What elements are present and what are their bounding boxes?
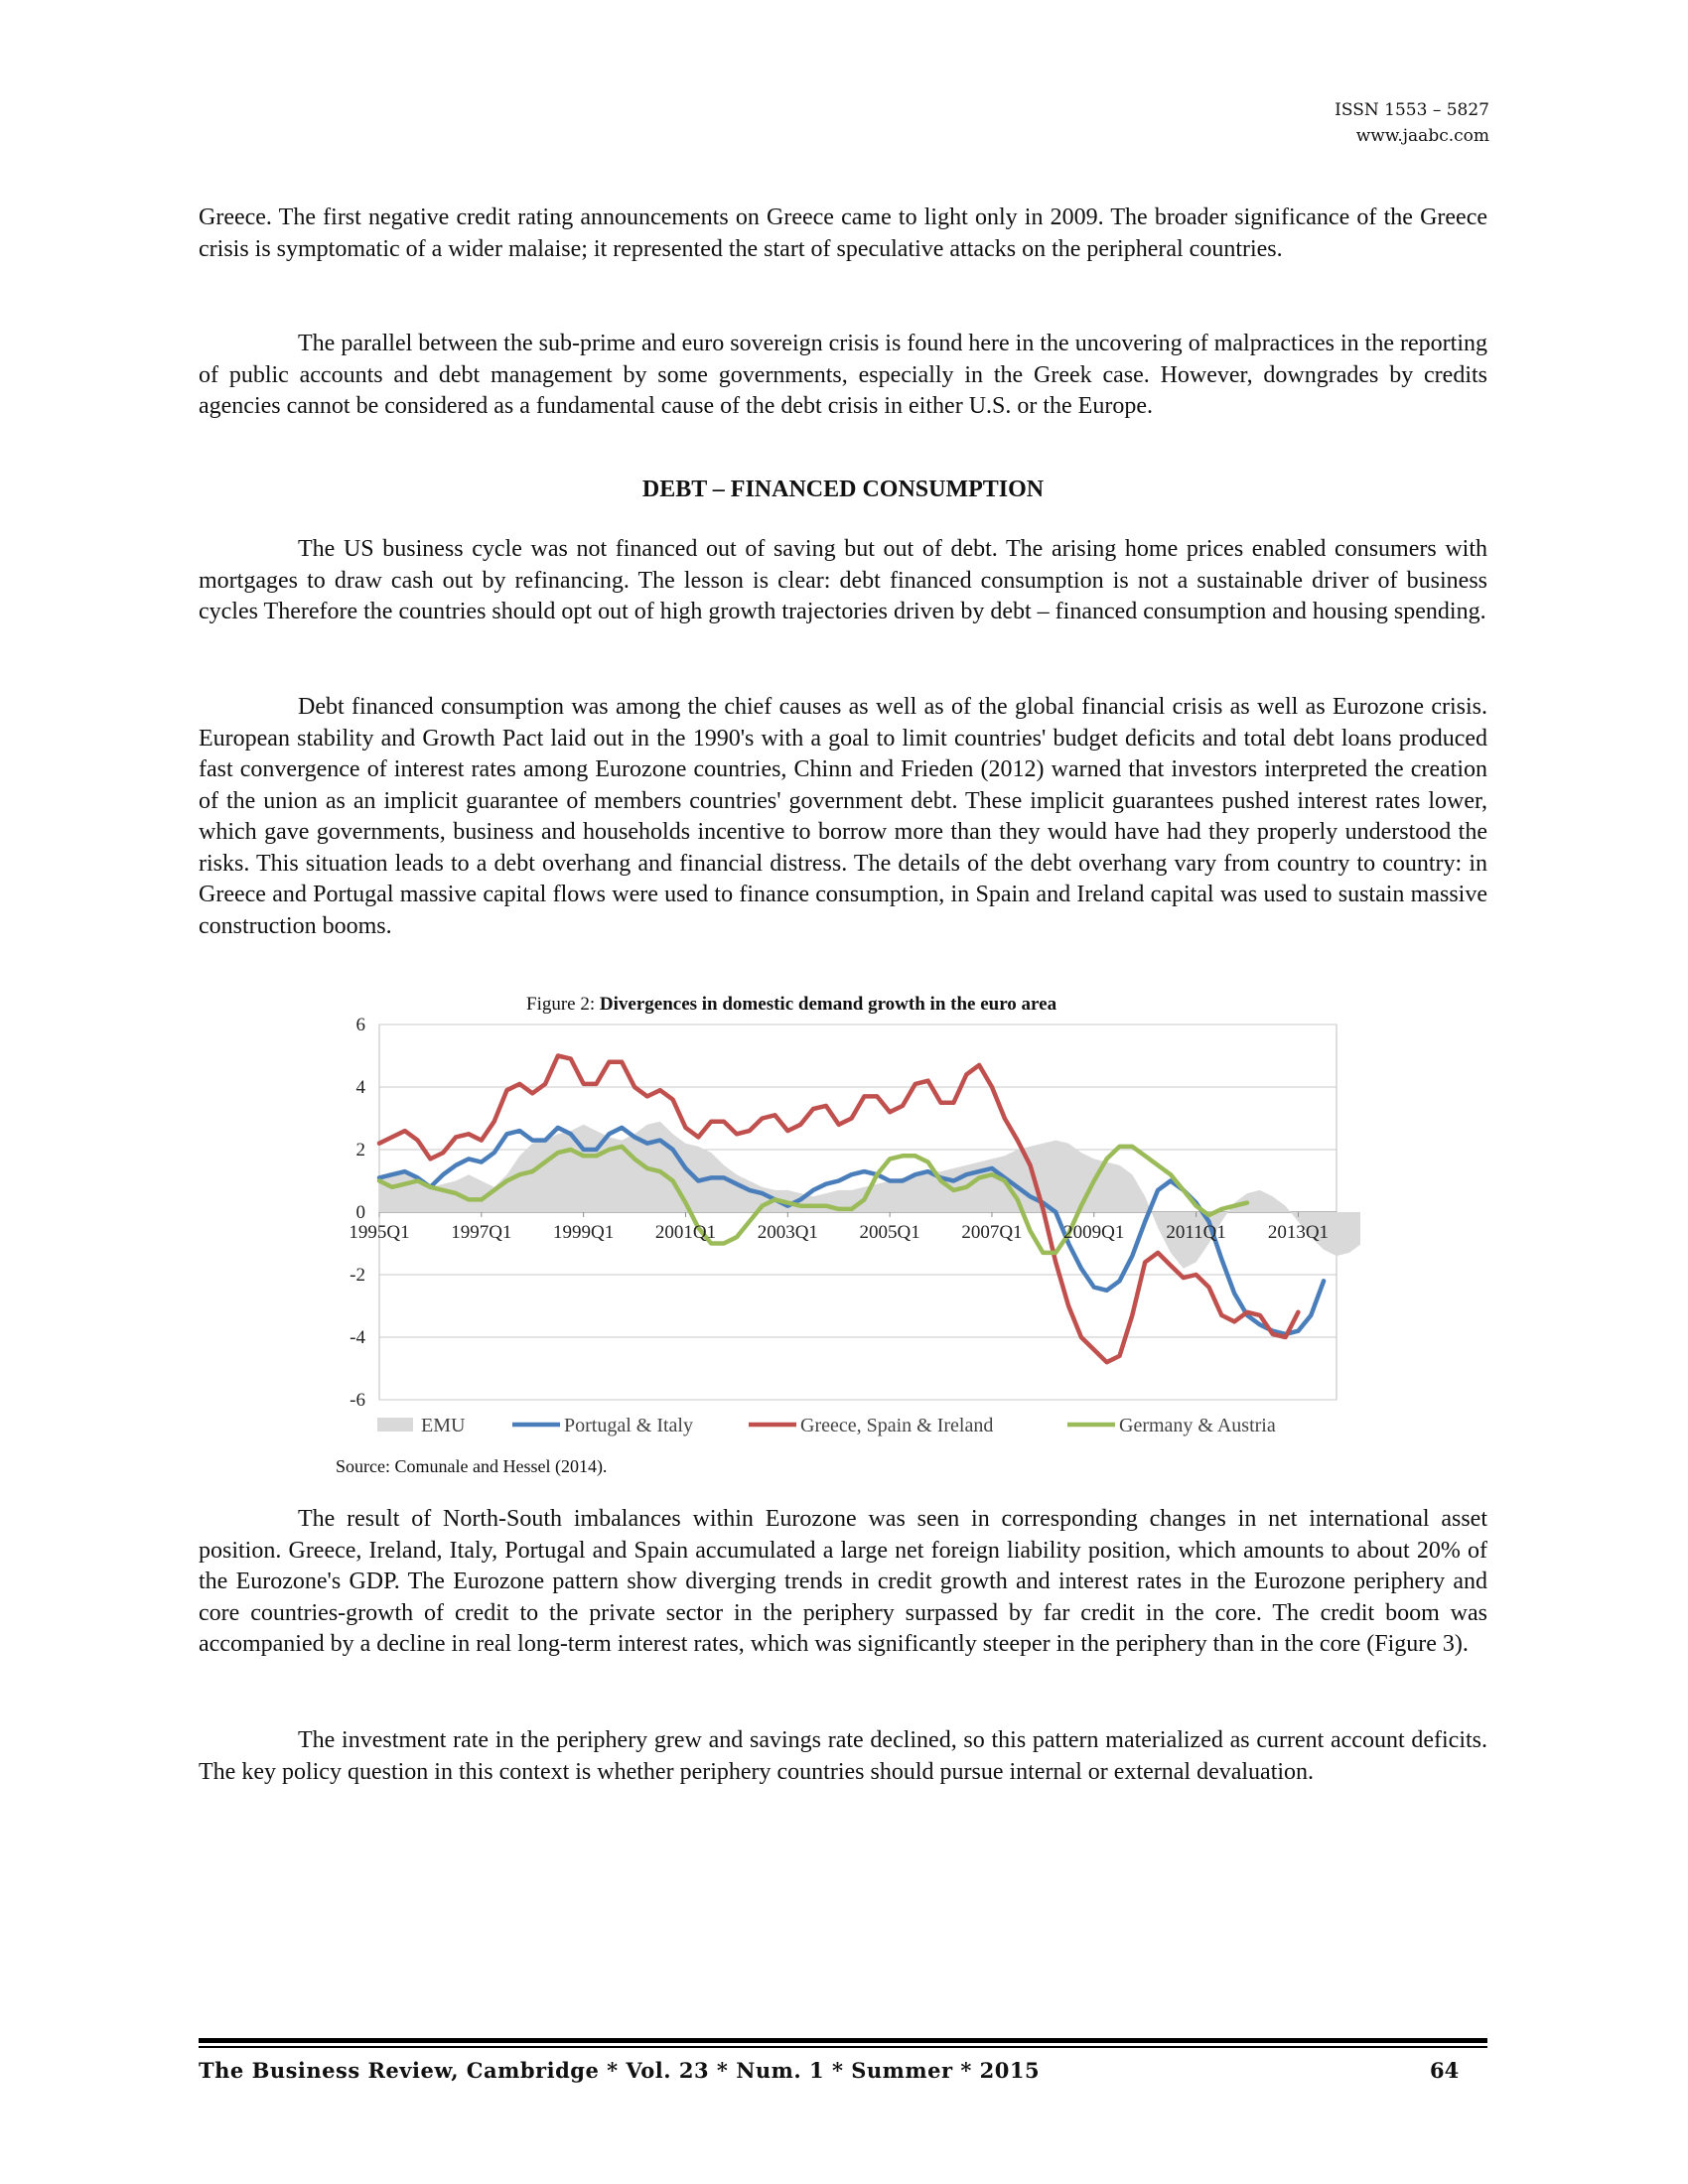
x-tick-label: 2003Q1 bbox=[757, 1222, 818, 1243]
journal-footer: The Business Review, Cambridge * Vol. 23 * Num. 1 * Summer * 2015 bbox=[199, 2058, 1041, 2083]
figure-source: Source: Comunale and Hessel (2014). bbox=[336, 1456, 608, 1476]
x-tick-label: 2001Q1 bbox=[654, 1222, 717, 1243]
page-number: 64 bbox=[1430, 2058, 1460, 2083]
line-chart bbox=[328, 1008, 1360, 1449]
paragraph-4: Debt financed consumption was among the chief causes as well as of the global financial crisis as well as Eurozone crisis. European stability and Growth Pact laid out in the 1990's with a goal to limit countries' budget deficits and total debt loans produced fast convergence of interest rates among Eurozone countries, Chinn and Frieden (2012) warned that investors interpreted the creation of the union as an implicit guarantee of members countries' government debt. These implicit guarantees pushed interest rates lower, which gave governments, business and households incentive to borrow more than they would have had they properly understood the risks. This situation leads to a debt overhang and financial distress. The details of the debt overhang vary from country to country: in Greece and Portugal massive capital flows were used to finance consumption, in Spain and Ireland capital was used to sustain massive construction booms. bbox=[199, 694, 1487, 939]
figure-title: Divergences in domestic demand growth in the euro area bbox=[599, 994, 1057, 1015]
journal-website: www.jaabc.com bbox=[1355, 126, 1489, 146]
x-tick-label: 2011Q1 bbox=[1166, 1222, 1226, 1243]
footer-rule-thick bbox=[199, 2038, 1487, 2043]
section-heading: DEBT – FINANCED CONSUMPTION bbox=[641, 477, 1045, 502]
footer-rule-thin bbox=[199, 2046, 1487, 2048]
legend-label-germany-austria: Germany & Austria bbox=[1119, 1415, 1276, 1436]
legend-label-portugal-italy: Portugal & Italy bbox=[564, 1415, 693, 1436]
x-tick-label: 1999Q1 bbox=[553, 1222, 615, 1243]
x-tick-label: 1997Q1 bbox=[451, 1222, 512, 1243]
y-tick-label: -6 bbox=[350, 1390, 365, 1411]
paragraph-5: The result of North-South imbalances within Eurozone was seen in corresponding changes in net international asset position. Greece, Ireland, Italy, Portugal and Spain accumulated a large net foreign liability position, which amounts to about 20% of the Eurozone's GDP. The Eurozone pattern show diverging trends in credit growth and interest rates in the Eurozone periphery and core countries-growth of credit to the private sector in the periphery surpassed by far credit in the core. The credit boom was accompanied by a decline in real long-term interest rates, which was significantly steeper in the periphery than in the core (Figure 3). bbox=[199, 1506, 1487, 1657]
x-tick-label: 2013Q1 bbox=[1267, 1222, 1330, 1243]
x-tick-label: 2007Q1 bbox=[961, 1222, 1023, 1243]
paragraph-1: Greece. The first negative credit rating announcements on Greece came to light only in 2009. The broader significance of the Greece crisis is symptomatic of a wider malaise; it represented the start of speculative attacks on the peripheral countries. bbox=[199, 205, 1487, 262]
legend-label-emu: EMU bbox=[421, 1415, 466, 1436]
series-area-emu bbox=[379, 1122, 1360, 1269]
y-tick-label: 4 bbox=[355, 1077, 365, 1098]
issn-number: ISSN 1553 – 5827 bbox=[1335, 100, 1489, 120]
y-tick-label: 6 bbox=[355, 1015, 365, 1035]
y-tick-label: 2 bbox=[355, 1140, 365, 1160]
paragraph-6: The investment rate in the periphery grew and savings rate declined, so this pattern materialized as current account deficits. The key policy question in this context is whether periphery countries should pursue internal or external devaluation. bbox=[199, 1727, 1487, 1785]
paragraph-3: The US business cycle was not financed out of saving but out of debt. The arising home prices enabled consumers with mortgages to draw cash out by refinancing. The lesson is clear: debt financed consumption is not a sustainable driver of business cycles Therefore the countries should opt out of high growth trajectories driven by debt – financed consumption and housing spending. bbox=[199, 536, 1487, 624]
x-tick-label: 2009Q1 bbox=[1063, 1222, 1125, 1243]
y-tick-label: -2 bbox=[350, 1265, 365, 1286]
x-tick-label: 2005Q1 bbox=[859, 1222, 920, 1243]
paragraph-2: The parallel between the sub-prime and euro sovereign crisis is found here in the uncovering of malpractices in the reporting of public accounts and debt management by some governments, especially in the Greek case. However, downgrades by credits agencies cannot be considered as a fundamental cause of the debt crisis in either U.S. or the Europe. bbox=[199, 331, 1487, 419]
y-tick-label: 0 bbox=[355, 1202, 365, 1223]
legend-label-greece-spain-ireland: Greece, Spain & Ireland bbox=[800, 1415, 994, 1436]
y-tick-label: -4 bbox=[350, 1327, 365, 1348]
figure-label: Figure 2: bbox=[526, 994, 600, 1015]
issn-header bbox=[1335, 97, 1489, 149]
legend-swatch-emu bbox=[377, 1418, 413, 1432]
x-tick-label: 1995Q1 bbox=[349, 1222, 410, 1243]
